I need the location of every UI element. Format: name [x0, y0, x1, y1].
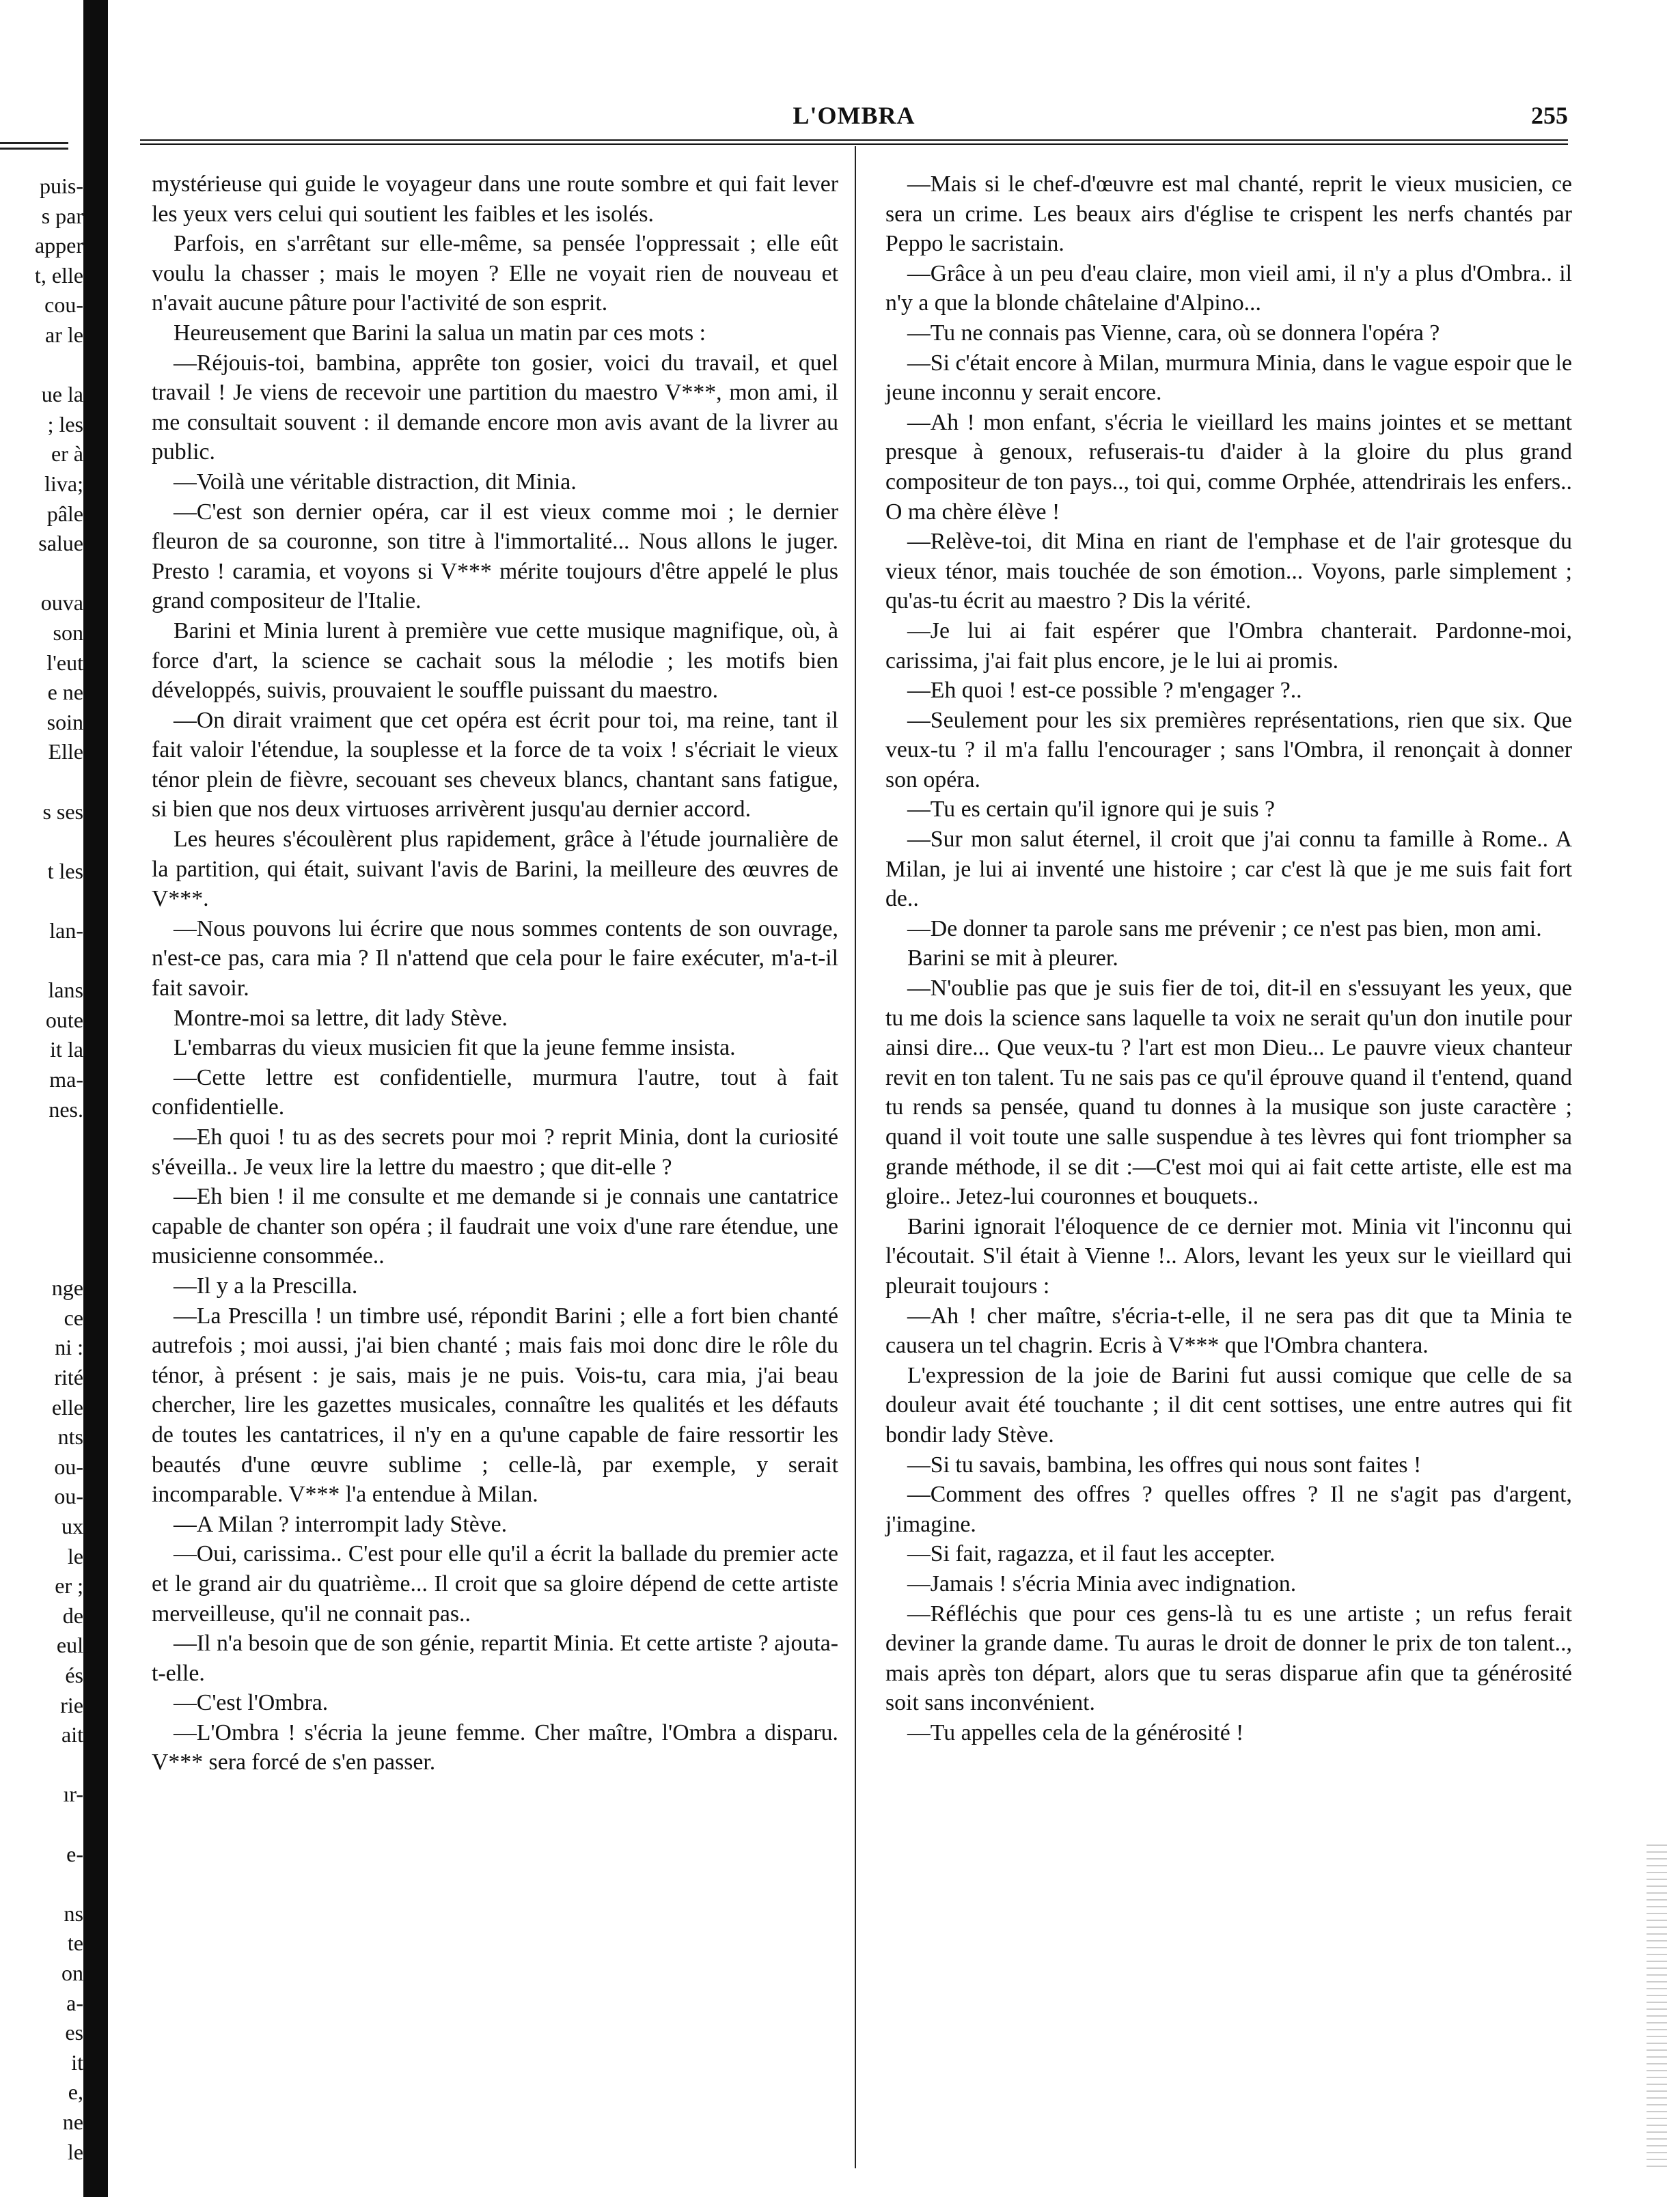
prev-page-word: te: [67, 1931, 83, 1956]
prev-page-word: rité: [54, 1365, 83, 1390]
paragraph: Barini et Minia lurent à première vue cette musique magnifique, où, à force d'art, la science se cachait sous la mélodie ; les motifs bien développés, suivis, prouvaient le souffle puissant du maestro.: [152, 618, 838, 704]
prev-page-word: e ne: [47, 680, 83, 705]
paragraph: —Relève-toi, dit Mina en riant de l'emphase et de l'air grotesque du vieux ténor, mais touchée de son émotion... Voyons, parle simplement ; qu'as-tu écrit au maestro ? Dis la vérité.: [885, 529, 1572, 614]
right-column: [885, 169, 1572, 1747]
prev-page-word: ou-: [54, 1454, 83, 1479]
prev-page-word: elle: [51, 1394, 83, 1420]
left-column: [152, 169, 838, 1778]
prev-page-word: pâle: [46, 501, 83, 526]
paragraph: —Ah ! mon enfant, s'écria le vieillard les mains jointes et se mettant presque à genoux, refuserais-tu d'aider à la gloire du plus grand compositeur de ton pays.., toi qui, comme Orphée, attendrirais les enfers.. O ma chère élève !: [885, 409, 1572, 525]
prev-page-word: soin: [46, 709, 83, 734]
prev-page-word: nts: [57, 1424, 83, 1450]
paragraph: —Réjouis-toi, bambina, apprête ton gosier, voici du travail, et quel travail ! Je viens de recevoir une partition du maestro V***, mon ami, il me consultait souvent : il demande encore mon avis avant de la livrer au public.: [152, 350, 838, 465]
paragraph: —C'est son dernier opéra, car il est vieux comme moi ; le dernier fleuron de sa couronne, son titre à l'immortalité... Nous allons le juger. Presto ! caramia, et voyons si V*** mérite toujours d'être appelé le plus grand compositeur de l'Italie.: [152, 499, 838, 614]
paragraph: —Comment des offres ? quelles offres ? Il ne s'agit pas d'argent, j'imagine.: [885, 1482, 1572, 1537]
prev-page-word: lan-: [49, 918, 83, 943]
paragraph: —L'Ombra ! s'écria la jeune femme. Cher maître, l'Ombra a disparu. V*** sera forcé de s'en passer.: [152, 1719, 838, 1775]
running-head: [140, 94, 1568, 135]
paragraph: —Cette lettre est confidentielle, murmura l'autre, tout à fait confidentielle.: [152, 1064, 838, 1120]
prev-page-word: rie: [60, 1692, 83, 1717]
paragraph: —Tu appelles cela de la générosité !: [907, 1719, 1244, 1745]
prev-page-word: ce: [64, 1305, 83, 1330]
prev-page-word: salue: [38, 531, 83, 556]
paragraph: —Sur mon salut éternel, il croit que j'ai connu ta famille à Rome.. A Milan, je lui ai inventé une histoire ; car c'est là que je me suis fait fort de..: [885, 827, 1572, 912]
prev-page-word: ou-: [54, 1484, 83, 1509]
prev-page-word: ır-: [63, 1782, 83, 1807]
prev-page-word: ns: [64, 1901, 83, 1926]
prev-page-word: s par: [41, 203, 83, 228]
prev-page-word: ait: [61, 1722, 83, 1747]
prev-page-word: ma-: [49, 1067, 83, 1092]
prev-page-word: le: [67, 1543, 83, 1569]
prev-page-word: liva;: [44, 471, 83, 496]
paragraph: —De donner ta parole sans me prévenir ; ce n'est pas bien, mon ami.: [907, 915, 1542, 941]
paragraph: —La Prescilla ! un timbre usé, répondit Barini ; elle a fort bien chanté autrefois ; moi aussi, j'ai bien chanté ; mais fais moi donc dire le rôle du ténor, à présent : je sais, mais je ne puis. Vois-tu, cara mia, j'ai beau chercher, lire les gazettes musicales, connaître les qualités et les défauts de toutes les cantatrices, il n'y en a qu'une capable de faire ressortir les beautés d'une œuvre sublime ; celle-là, par exemple, y serait incomparable. V*** l'a entendue à Milan.: [152, 1303, 838, 1508]
paragraph: —N'oublie pas que je suis fier de toi, dit-il en s'essuyant les yeux, que tu me dois la science sans laquelle ta voix ne serait qu'un don inutile pour ainsi dire... Que veux-tu ? l'art est mon Dieu... Le pauvre vieux chanteur revit en ton talent. Tu ne sais pas ce qu'il éprouve quand il t'entend, quand tu rends sa pensée, quand tu donnes à la musique son juste caractère ; quand il voit toute une salle suspendue à tes lèvres qui font triompher sa grande méthode, il se dit :—C'est moi qui ai fait cette artiste, elle est ma gloire.. Jetez-lui couronnes et bouquets..: [885, 976, 1572, 1210]
prev-page-word: nes.: [49, 1096, 83, 1122]
prev-page-word: ; les: [47, 411, 83, 437]
prev-page-word: ux: [61, 1514, 83, 1538]
prev-page-word: ni :: [55, 1335, 83, 1360]
page-number: 255: [1531, 102, 1568, 129]
previous-page-fragment: [0, 102, 83, 2164]
paragraph: Barini ignorait l'éloquence de ce dernier mot. Minia vit l'inconnu qui l'écoutait. S'il était à Vienne !.. Alors, levant les yeux sur le vieillard qui pleurait toujours :: [885, 1213, 1572, 1299]
prev-page-word: e,: [68, 2079, 83, 2105]
paragraph: Parfois, en s'arrêtant sur elle-même, sa pensée l'oppressait ; elle eût voulu la chasser ; mais le moyen ? Elle ne voyait rien de nouveau et n'avait aucune pâture pour l'activité de son esprit.: [152, 231, 838, 316]
paragraph: L'embarras du vieux musicien fit que la jeune femme insista.: [174, 1035, 736, 1061]
paragraph: —Si tu savais, bambina, les offres qui nous sont faites !: [907, 1452, 1422, 1478]
prev-page-word: it: [71, 2049, 83, 2075]
prev-page-word: er à: [51, 441, 83, 467]
binding-gutter: [83, 0, 108, 2197]
paragraph: mystérieuse qui guide le voyageur dans une route sombre et qui fait lever les yeux vers celui qui soutient les faibles et les isolés.: [152, 171, 838, 227]
page-title: L'OMBRA: [793, 102, 915, 129]
header-rule: [140, 139, 1568, 145]
paragraph: Les heures s'écoulèrent plus rapidement, grâce à l'étude journalière de la partition, qui était, suivant l'avis de Barini, la meilleure des œuvres de V***.: [152, 827, 838, 912]
paragraph: —Ah ! cher maître, s'écria-t-elle, il ne sera pas dit que ta Minia te causera un tel chagrin. Ecris à V*** que l'Ombra chantera.: [885, 1303, 1572, 1359]
prev-page-word: eul: [56, 1633, 83, 1658]
prev-page-word: it la: [50, 1037, 83, 1062]
prev-page-rule: [0, 148, 68, 150]
prev-page-word: le: [67, 2139, 83, 2164]
paragraph: —Tu es certain qu'il ignore qui je suis ?: [907, 797, 1276, 823]
prev-page-word: s ses: [42, 799, 83, 824]
prev-page-word: Elle: [48, 739, 83, 764]
prev-page-word: ue la: [41, 382, 83, 407]
paragraph: —Je lui ai fait espérer que l'Ombra chanterait. Pardonne-moi, carissima, j'ai fait plus encore, je le lui ai promis.: [885, 618, 1572, 674]
paragraph: —Il y a la Prescilla.: [174, 1273, 358, 1299]
prev-page-word: és: [65, 1663, 83, 1687]
column-divider: [855, 146, 856, 2168]
paragraph: —Tu ne connais pas Vienne, cara, où se donnera l'opéra ?: [907, 320, 1440, 346]
paragraph: —On dirait vraiment que cet opéra est écrit pour toi, ma reine, tant il fait valoir l'étendue, la souplesse et la force de ta voix ! s'écriait le vieux ténor plein de fièvre, secouant ses cheveux blancs, chantant sans fatigue, si bien que nos deux virtuoses arrivèrent jusqu'au dernier accord.: [152, 707, 838, 823]
paragraph: —C'est l'Ombra.: [174, 1690, 329, 1716]
prev-page-word: ne: [62, 2110, 83, 2134]
prev-page-word: oute: [45, 1007, 83, 1032]
paragraph: —Seulement pour les six premières représentations, rien que six. Que veux-tu ? il m'a fallu l'encourager ; sans l'Ombra, il renonçait à donner son opéra.: [885, 707, 1572, 792]
prev-page-word: nge: [51, 1275, 83, 1301]
prev-page-word: t les: [47, 858, 83, 883]
paragraph: —Réfléchis que pour ces gens-là tu es une artiste ; un refus ferait deviner la grande dame. Tu auras le droit de donner le prix de ton talent.., mais après ton départ, alors que tu seras disparue afin que ta générosité soit sans inconvénient.: [885, 1601, 1572, 1716]
paragraph: L'expression de la joie de Barini fut aussi comique que celle de sa douleur avait été touchante ; il dit cent sottises, une entre autres qui fit bondir lady Stève.: [885, 1362, 1572, 1448]
prev-page-word: puis-: [40, 174, 83, 198]
paragraph: —A Milan ? interrompit lady Stève.: [174, 1511, 508, 1537]
prev-page-word: t, elle: [34, 262, 83, 288]
paragraph: —Si fait, ragazza, et il faut les accepter.: [907, 1541, 1276, 1567]
prev-page-word: a-: [66, 1990, 83, 2015]
prev-page-word: l'eut: [46, 650, 83, 675]
paragraph: —Oui, carissima.. C'est pour elle qu'il a écrit la ballade du premier acte et le grand air du quatrième... Il croit que sa gloire dépend de cette artiste merveilleuse, qu'il ne connait pas..: [152, 1541, 838, 1627]
prev-page-word: apper: [34, 233, 83, 258]
paragraph: —Grâce à un peu d'eau claire, mon vieil ami, il n'y a plus d'Ombra.. il n'y a que la blonde châtelaine d'Alpino...: [885, 260, 1572, 316]
prev-page-word: er ;: [55, 1573, 83, 1599]
paragraph: —Si c'était encore à Milan, murmura Minia, dans le vague espoir que le jeune inconnu y serait encore.: [885, 350, 1572, 406]
paragraph: —Eh bien ! il me consulte et me demande si je connais une cantatrice capable de chanter son opéra ; il faudrait une voix d'une rare étendue, une musicienne consommée..: [152, 1184, 838, 1269]
prev-page-word: ouva: [40, 590, 83, 616]
prev-page-word: ar le: [45, 322, 83, 347]
paragraph: —Eh quoi ! tu as des secrets pour moi ? reprit Minia, dont la curiosité s'éveilla.. Je veux lire la lettre du maestro ; que dit-elle ?: [152, 1124, 838, 1180]
paragraph: —Nous pouvons lui écrire que nous sommes contents de son ouvrage, n'est-ce pas, cara mia ? Il n'attend que cela pour le faire exécuter, m'a-t-il fait savoir.: [152, 915, 838, 1001]
prev-page-word: de: [62, 1603, 83, 1628]
paragraph: —Il n'a besoin que de son génie, repartit Minia. Et cette artiste ? ajouta-t-elle.: [152, 1631, 838, 1686]
paragraph: Barini se mit à pleurer.: [907, 945, 1118, 971]
page-edge-texture: [1647, 1844, 1667, 2172]
prev-page-word: es: [65, 2020, 83, 2045]
paragraph: Heureusement que Barini la salua un matin par ces mots :: [174, 320, 706, 346]
paragraph: —Mais si le chef-d'œuvre est mal chanté, reprit le vieux musicien, ce sera un crime. Les beaux airs d'église te crispent les nerfs chantés par Peppo le sacristain.: [885, 171, 1572, 257]
paragraph: —Voilà une véritable distraction, dit Minia.: [174, 469, 577, 495]
prev-page-rule: [0, 142, 68, 144]
prev-page-word: son: [53, 620, 83, 645]
paragraph: —Eh quoi ! est-ce possible ? m'engager ?..: [907, 678, 1302, 704]
prev-page-word: on: [61, 1961, 83, 1985]
paragraph: —Jamais ! s'écria Minia avec indignation.: [907, 1571, 1297, 1597]
paragraph: Montre-moi sa lettre, dit lady Stève.: [174, 1005, 508, 1031]
prev-page-word: cou-: [44, 292, 83, 318]
prev-page-word: lans: [48, 978, 83, 1003]
prev-page-word: e-: [66, 1841, 83, 1866]
